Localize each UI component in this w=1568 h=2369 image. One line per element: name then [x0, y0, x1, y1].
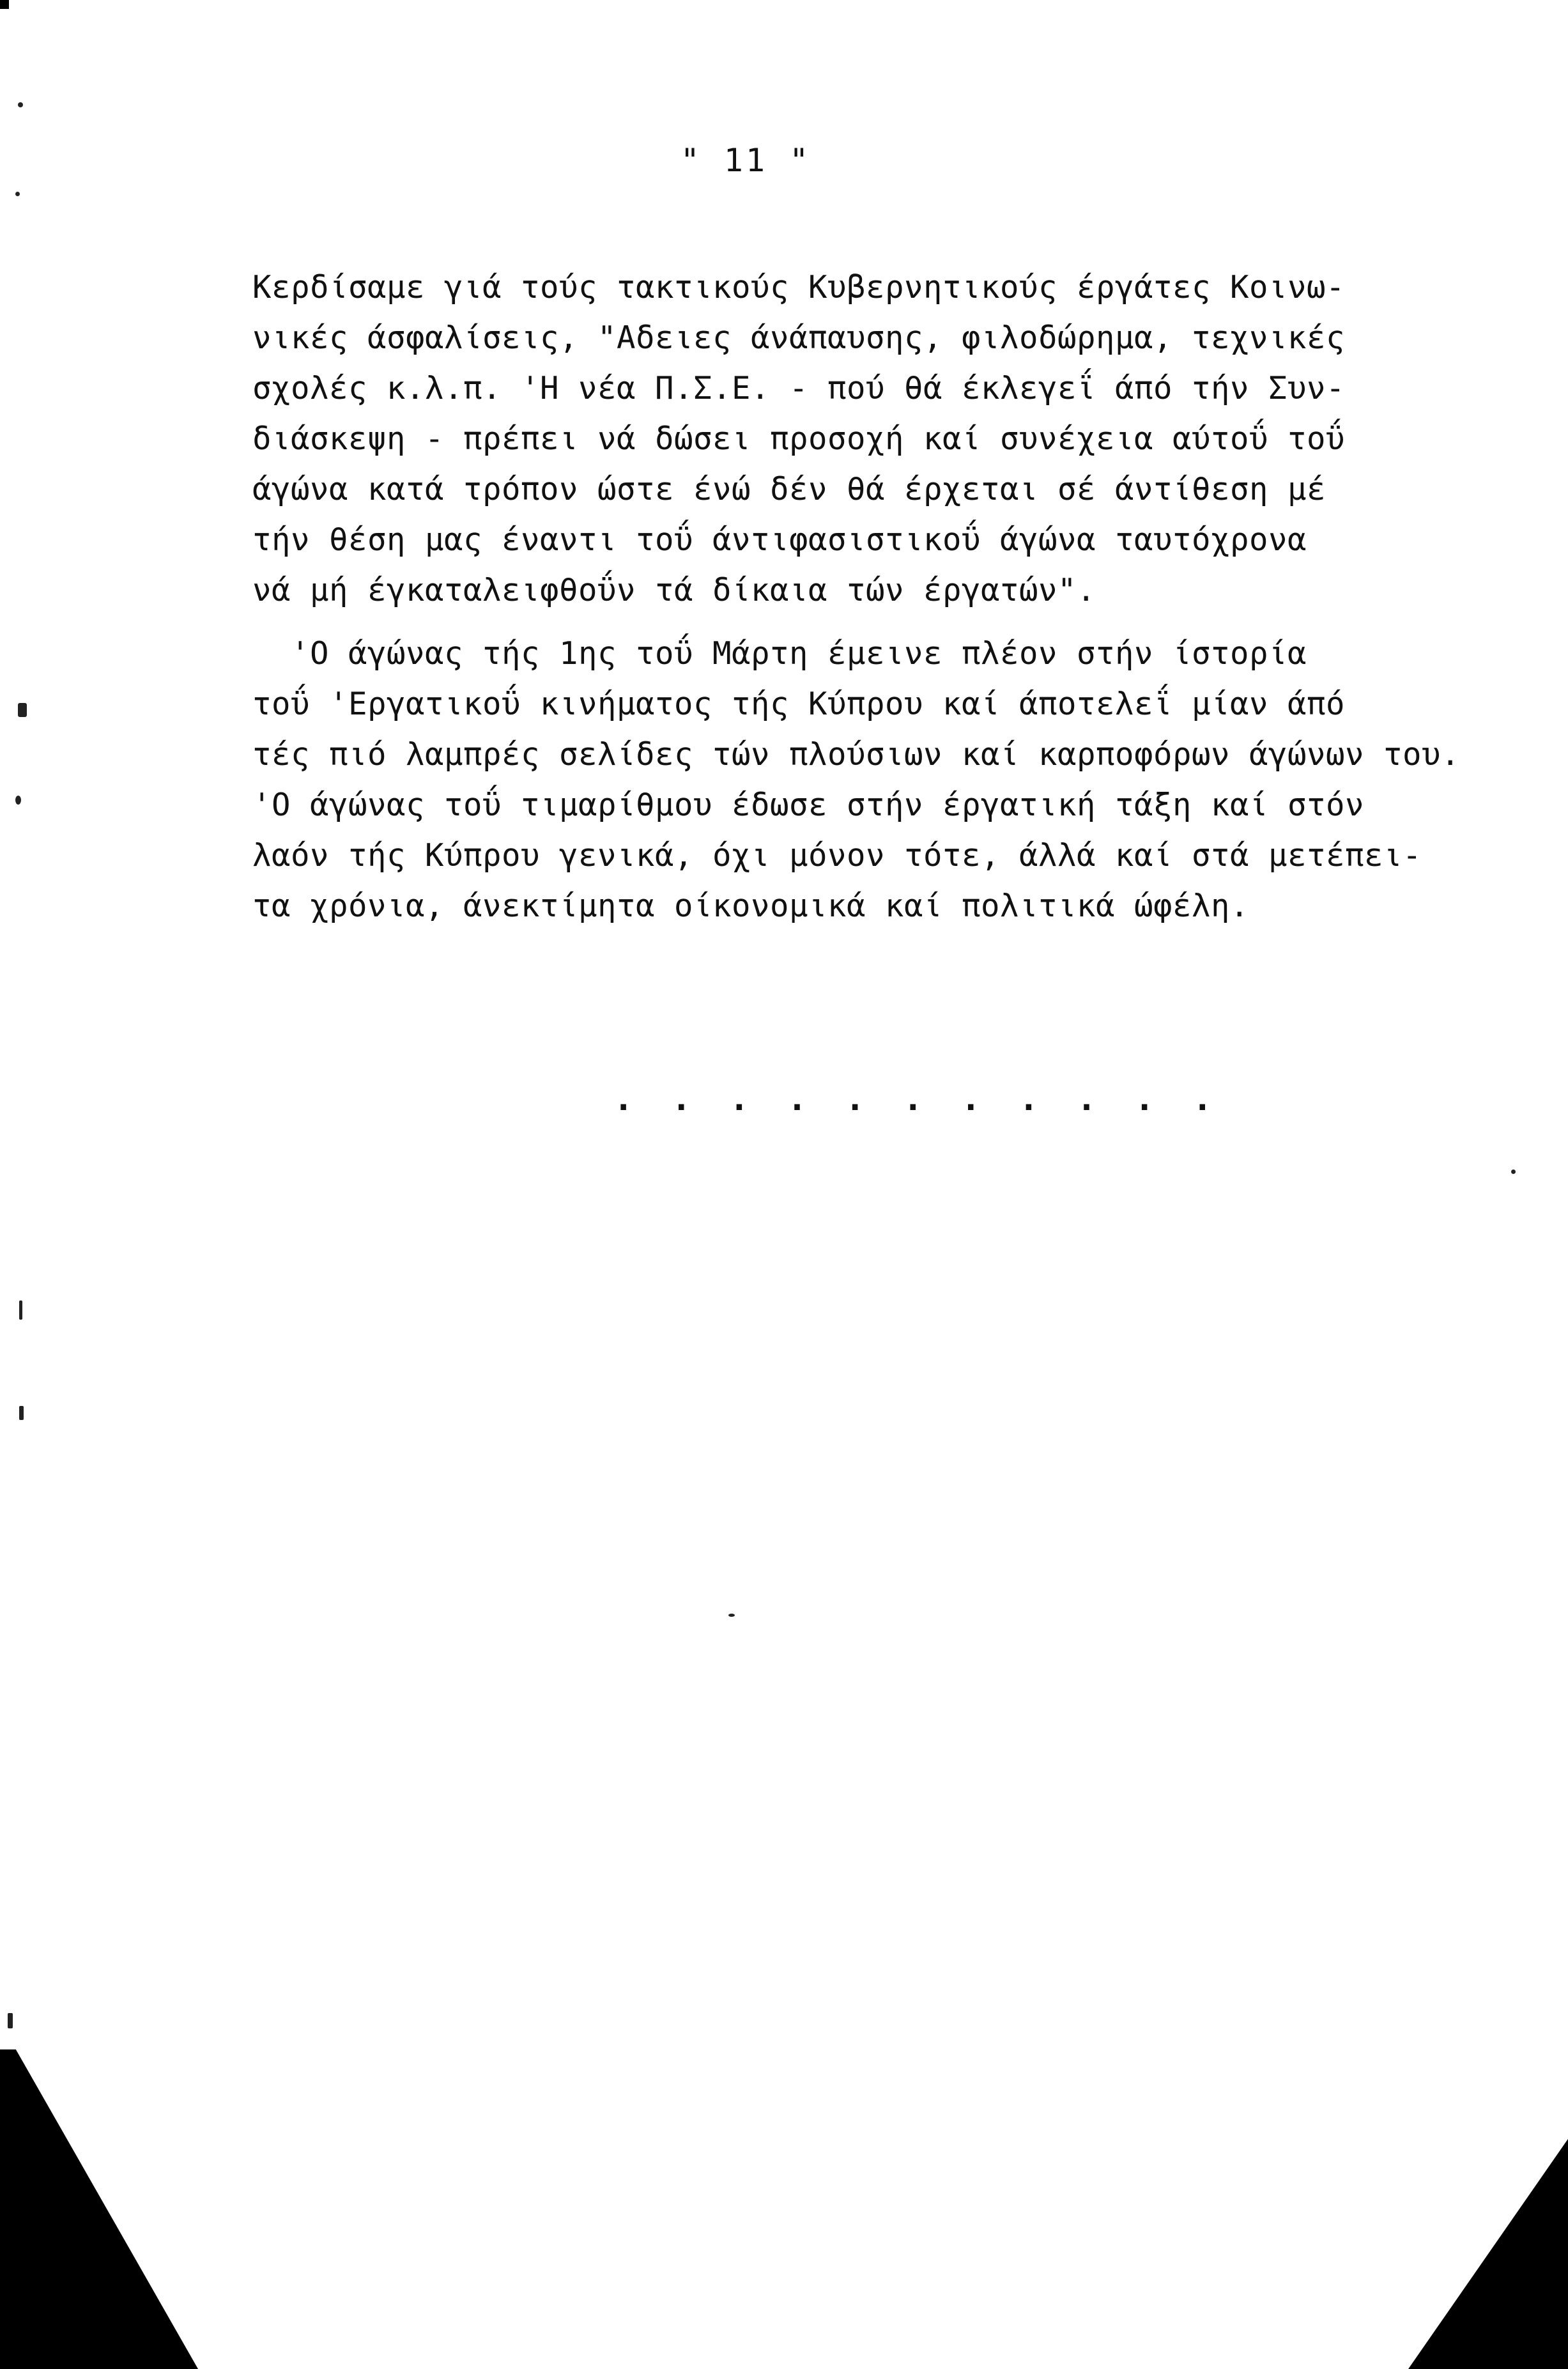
text-line: 'Ο άγώνας τής 1ης τοΰ Μάρτη έμεινε πλέον στήν ίστορία	[252, 635, 1307, 672]
text-line: Κερδίσαμε γιά τούς τακτικούς Κυβερνητικούς έργάτες Κοινω-	[252, 269, 1346, 305]
scan-speck	[15, 192, 20, 196]
text-line: διάσκεψη - πρέπει νά δώσει προσοχή καί συνέχεια αύτοΰ τοΰ	[252, 421, 1346, 457]
scan-speck	[728, 1614, 735, 1617]
paragraph-2	[252, 628, 1518, 931]
scan-speck	[18, 703, 27, 717]
text-line: άγώνα κατά τρόπον ώστε ένώ δέν θά έρχεται σέ άντίθεση μέ	[252, 471, 1326, 507]
scan-shadow-bottom-left	[0, 2049, 198, 2369]
scan-speck	[19, 1406, 24, 1420]
text-line: νικές άσφαλίσεις, "Αδειες άνάπαυσης, φιλοδώρημα, τεχνικές	[252, 320, 1346, 356]
text-line: 'Ο άγώνας τοΰ τιμαρίθμου έδωσε στήν έργατική τάξη καί στόν	[252, 787, 1365, 823]
scan-speck	[1511, 1169, 1516, 1174]
text-line: τα χρόνια, άνεκτίμητα οίκονομικά καί πολιτικά ώφέλη.	[252, 888, 1250, 924]
scan-shadow-bottom-right	[1408, 2139, 1568, 2369]
section-separator: . . . . . . . . . . .	[613, 1080, 1222, 1118]
scan-speck	[19, 1300, 22, 1320]
scan-speck	[8, 2013, 13, 2028]
paragraph-1	[252, 262, 1518, 615]
body-text	[252, 262, 1518, 931]
scan-speck	[15, 796, 21, 805]
scan-artifact	[0, 0, 9, 9]
text-line: τές πιό λαμπρές σελίδες τών πλούσιων καί καρποφόρων άγώνων του.	[252, 736, 1461, 773]
text-line: λαόν τής Κύπρου γενικά, όχι μόνον τότε, άλλά καί στά μετέπει-	[252, 837, 1422, 874]
text-line: τήν θέση μας έναντι τοΰ άντιφασιστικοΰ άγώνα ταυτόχρονα	[252, 521, 1307, 558]
text-line: τοΰ 'Εργατικοΰ κινήματος τής Κύπρου καί άποτελεΐ μίαν άπό	[252, 686, 1346, 722]
text-line: σχολές κ.λ.π. 'Η νέα Π.Σ.Ε. - πού θά έκλεγεΐ άπό τήν Συν-	[252, 370, 1346, 406]
scan-speck	[18, 102, 23, 107]
text-line: νά μή έγκαταλειφθοΰν τά δίκαια τών έργατών".	[252, 572, 1096, 608]
page-number: " 11 "	[680, 142, 811, 179]
